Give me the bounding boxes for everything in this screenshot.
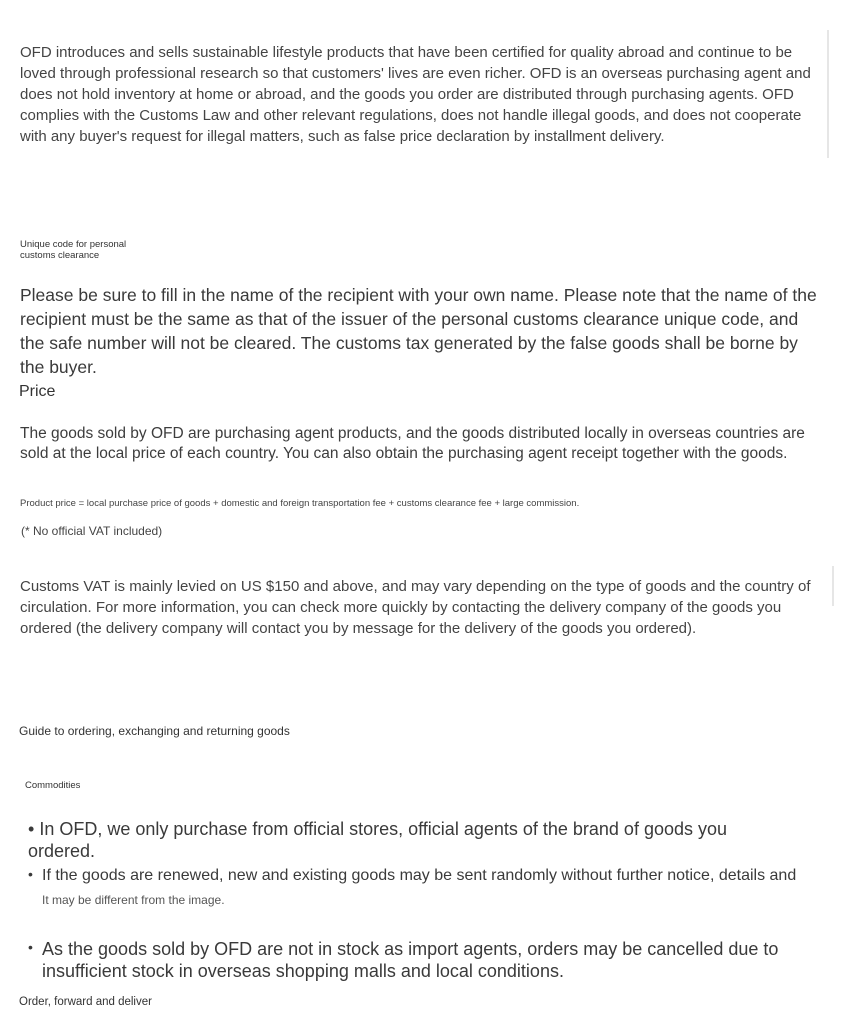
- bullet-text: In OFD, we only purchase from official stores, official agents of the brand of goods you ordered.: [28, 819, 728, 861]
- customs-clearance-label-line2: customs clearance: [20, 250, 100, 261]
- vat-note: (* No official VAT included): [21, 524, 163, 538]
- intro-paragraph: OFD introduces and sells sustainable lifestyle products that have been certified for quality abroad and continue to be loved through professional research so that customers' lives are even richer. OFD is an overseas purchasing agent and does not hold inventory at home or abroad, and the goods you order are distributed through purchasing agents. OFD complies with the Customs Law and other relevant regulations, does not handle illegal goods, and does not cooperate with any buyer's request for illegal matters, such as false price declaration by installment delivery.: [20, 44, 811, 145]
- bullet-dot: •: [28, 939, 33, 955]
- bullet-dot: •: [28, 819, 40, 839]
- bullet-stock-cancellation: [28, 938, 802, 982]
- bullet-text: If the goods are renewed, new and existing goods may be sent randomly without further notice, details and: [42, 867, 797, 884]
- guide-heading: Guide to ordering, exchanging and returning goods: [19, 724, 290, 738]
- bullet-renewed-goods: [28, 866, 842, 886]
- bullet-dot: •: [28, 866, 33, 882]
- customs-clearance-label-line1: Unique code for personal: [20, 239, 127, 250]
- edge-divider: [827, 30, 829, 158]
- customs-vat-paragraph: Customs VAT is mainly levied on US $150 and above, and may vary depending on the type of goods and the country of circulation. For more information, you can check more quickly by contacting the delivery company of the goods you ordered (the delivery company will contact you by message for the delivery of the goods you ordered).: [20, 578, 811, 637]
- edge-divider: [832, 566, 834, 606]
- price-formula: Product price = local purchase price of goods + domestic and foreign transportation fee + customs clearance fee + large commission.: [20, 498, 580, 509]
- order-heading: Order, forward and deliver: [19, 996, 152, 1008]
- customs-clearance-label: [20, 239, 126, 261]
- recipient-name-notice: Please be sure to fill in the name of the recipient with your own name. Please note that the name of the recipient must be the same as that of the issuer of the personal customs clearance unique code, and the safe number will not be cleared. The customs tax generated by the false goods shall be borne by the buyer.: [20, 285, 817, 377]
- bullet-official-stores: [28, 818, 748, 862]
- bullet-text: As the goods sold by OFD are not in stock as import agents, orders may be cancelled due to insufficient stock in overseas shopping malls and local conditions.: [42, 939, 779, 981]
- bullet-renewed-goods-sub: It may be different from the image.: [42, 893, 225, 907]
- commodities-label: Commodities: [25, 780, 81, 791]
- price-description: The goods sold by OFD are purchasing agent products, and the goods distributed locally in overseas countries are sold at the local price of each country. You can also obtain the purchasing agent receipt together with the goods.: [20, 425, 805, 462]
- price-heading: Price: [19, 383, 56, 400]
